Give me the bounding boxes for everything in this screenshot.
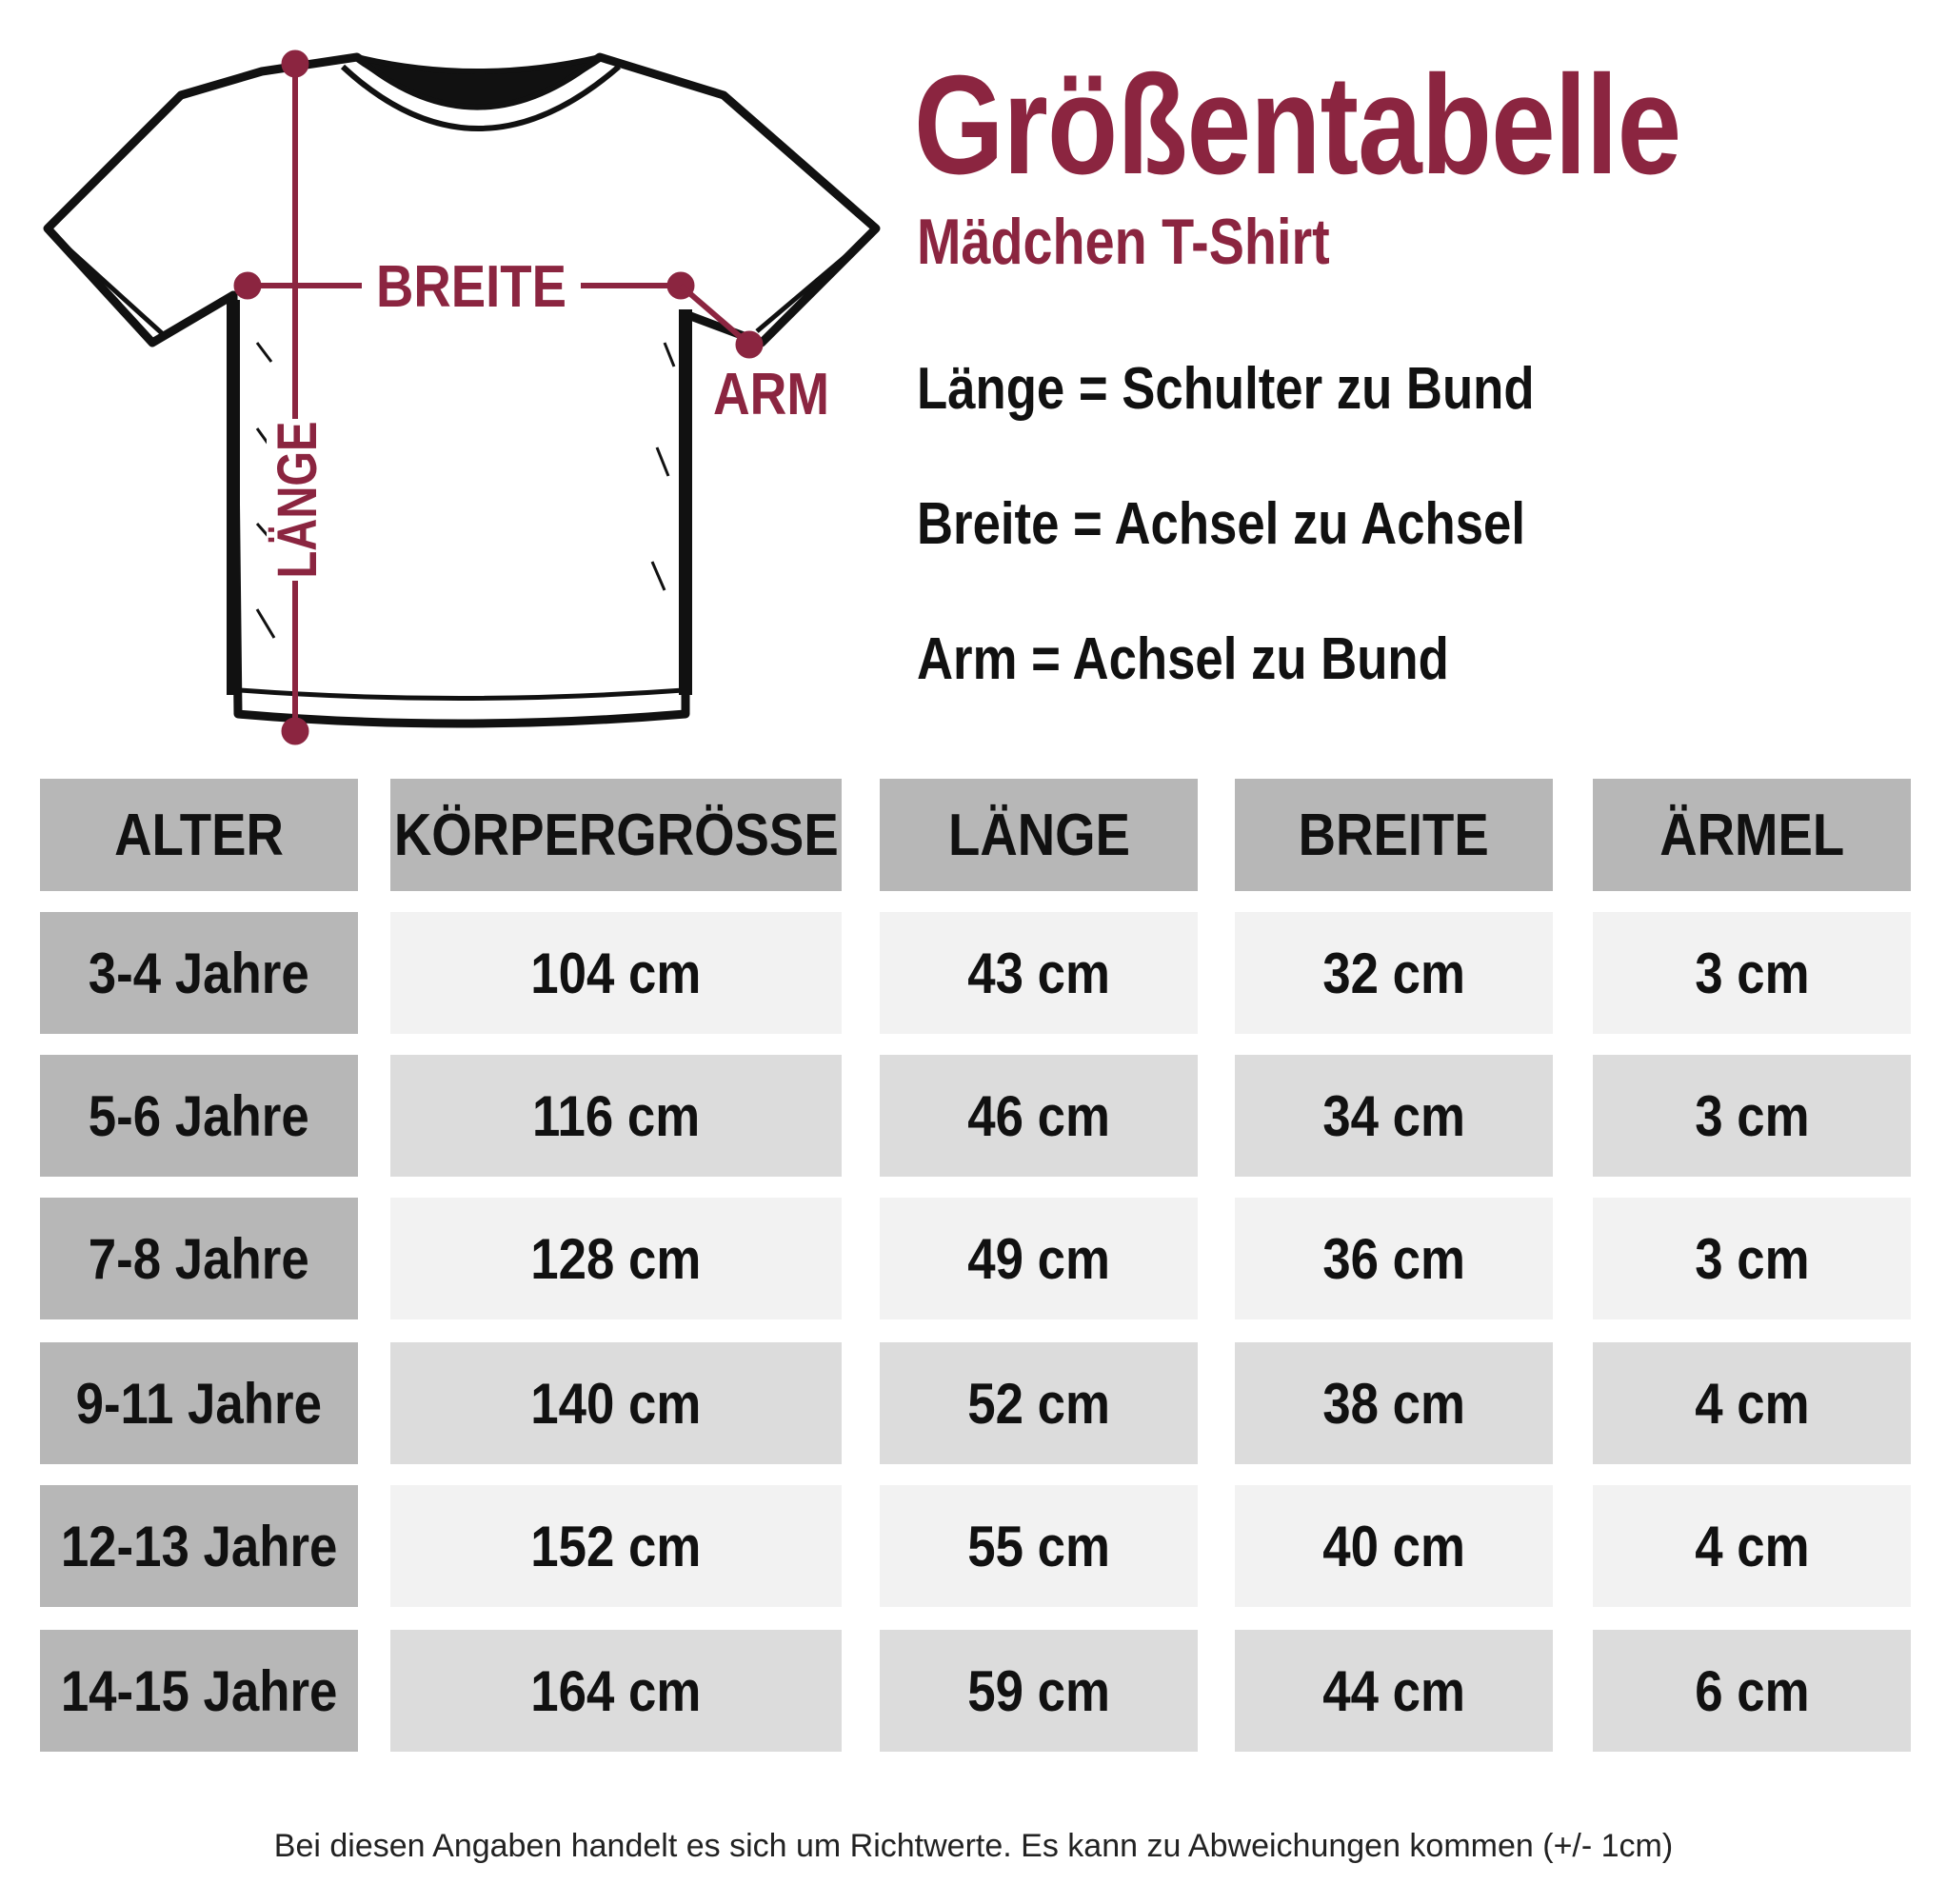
footnote: Bei diesen Angaben handelt es sich um Richtwerte. Es kann zu Abweichungen kommen (+/- 1cm) xyxy=(273,1828,1674,1864)
table-row-label xyxy=(40,1630,358,1752)
table-cell xyxy=(1235,1198,1553,1319)
sleeve-value: 6 cm xyxy=(1694,1658,1810,1723)
width-value: 32 cm xyxy=(1322,941,1465,1005)
column-header-label: BREITE xyxy=(1298,802,1490,868)
table-cell xyxy=(1235,1055,1553,1177)
definition-laenge: Länge = Schulter zu Bund xyxy=(917,356,1535,422)
table-cell xyxy=(390,1630,842,1752)
page-subtitle: Mädchen T-Shirt xyxy=(917,206,1330,278)
height-value: 140 cm xyxy=(530,1371,702,1436)
column-header-alter xyxy=(40,779,358,891)
tshirt-illustration xyxy=(29,29,904,762)
table-cell xyxy=(880,912,1198,1034)
width-value: 40 cm xyxy=(1322,1514,1465,1578)
table-cell xyxy=(1235,912,1553,1034)
table-cell xyxy=(390,912,842,1034)
definition-arm: Arm = Achsel zu Bund xyxy=(917,626,1449,692)
age-value: 5-6 Jahre xyxy=(89,1083,309,1148)
height-value: 104 cm xyxy=(530,941,702,1005)
width-value: 36 cm xyxy=(1322,1226,1465,1291)
length-value: 46 cm xyxy=(967,1083,1110,1148)
height-value: 164 cm xyxy=(530,1658,702,1723)
table-cell xyxy=(1235,1630,1553,1752)
table-cell xyxy=(1593,1485,1911,1607)
table-row-label xyxy=(40,1198,358,1319)
table-cell xyxy=(880,1198,1198,1319)
label-breite: BREITE xyxy=(376,254,566,320)
page-title: Größentabelle xyxy=(914,47,1681,204)
table-row-label xyxy=(40,912,358,1034)
age-value: 7-8 Jahre xyxy=(89,1226,309,1291)
sleeve-value: 3 cm xyxy=(1694,1226,1810,1291)
table-cell xyxy=(1593,1055,1911,1177)
sleeve-value: 4 cm xyxy=(1694,1371,1810,1436)
table-cell xyxy=(880,1630,1198,1752)
column-header-koerpergroesse xyxy=(390,779,842,891)
label-laenge: LÄNGE xyxy=(267,385,328,579)
column-header-label: ALTER xyxy=(114,802,284,868)
sleeve-value: 4 cm xyxy=(1694,1514,1810,1578)
age-value: 14-15 Jahre xyxy=(60,1658,338,1723)
table-row-label xyxy=(40,1342,358,1464)
length-value: 52 cm xyxy=(967,1371,1110,1436)
width-value: 44 cm xyxy=(1322,1658,1465,1723)
table-cell xyxy=(1593,1198,1911,1319)
age-value: 3-4 Jahre xyxy=(89,941,309,1005)
table-cell xyxy=(390,1485,842,1607)
column-header-label: ÄRMEL xyxy=(1659,802,1844,868)
height-value: 152 cm xyxy=(530,1514,702,1578)
table-cell xyxy=(390,1055,842,1177)
table-cell xyxy=(880,1485,1198,1607)
age-value: 9-11 Jahre xyxy=(75,1371,323,1436)
table-cell xyxy=(1235,1342,1553,1464)
table-cell xyxy=(1593,1342,1911,1464)
length-value: 43 cm xyxy=(967,941,1110,1005)
laenge-bottom-dot xyxy=(282,718,308,744)
table-cell xyxy=(880,1055,1198,1177)
table-cell xyxy=(390,1342,842,1464)
table-row-label xyxy=(40,1485,358,1607)
table-row-label xyxy=(40,1055,358,1177)
table-cell xyxy=(1593,912,1911,1034)
sleeve-value: 3 cm xyxy=(1694,941,1810,1005)
label-arm: ARM xyxy=(713,362,829,427)
column-header-breite xyxy=(1235,779,1553,891)
length-value: 59 cm xyxy=(967,1658,1110,1723)
table-cell xyxy=(880,1342,1198,1464)
height-value: 128 cm xyxy=(530,1226,702,1291)
table-cell xyxy=(1235,1485,1553,1607)
age-value: 12-13 Jahre xyxy=(60,1514,338,1578)
width-value: 38 cm xyxy=(1322,1371,1465,1436)
table-cell xyxy=(390,1198,842,1319)
sleeve-value: 3 cm xyxy=(1694,1083,1810,1148)
width-value: 34 cm xyxy=(1322,1083,1465,1148)
column-header-label: KÖRPERGRÖSSE xyxy=(393,802,839,868)
breite-left-dot xyxy=(234,272,261,299)
column-header-laenge xyxy=(880,779,1198,891)
definition-breite: Breite = Achsel zu Achsel xyxy=(917,491,1525,557)
length-value: 55 cm xyxy=(967,1514,1110,1578)
tshirt-diagram xyxy=(29,29,904,762)
height-value: 116 cm xyxy=(531,1083,701,1148)
arm-dot xyxy=(736,331,763,358)
column-header-aermel xyxy=(1593,779,1911,891)
table-cell xyxy=(1593,1630,1911,1752)
length-value: 49 cm xyxy=(967,1226,1110,1291)
column-header-label: LÄNGE xyxy=(947,802,1130,868)
laenge-top-dot xyxy=(282,50,308,77)
